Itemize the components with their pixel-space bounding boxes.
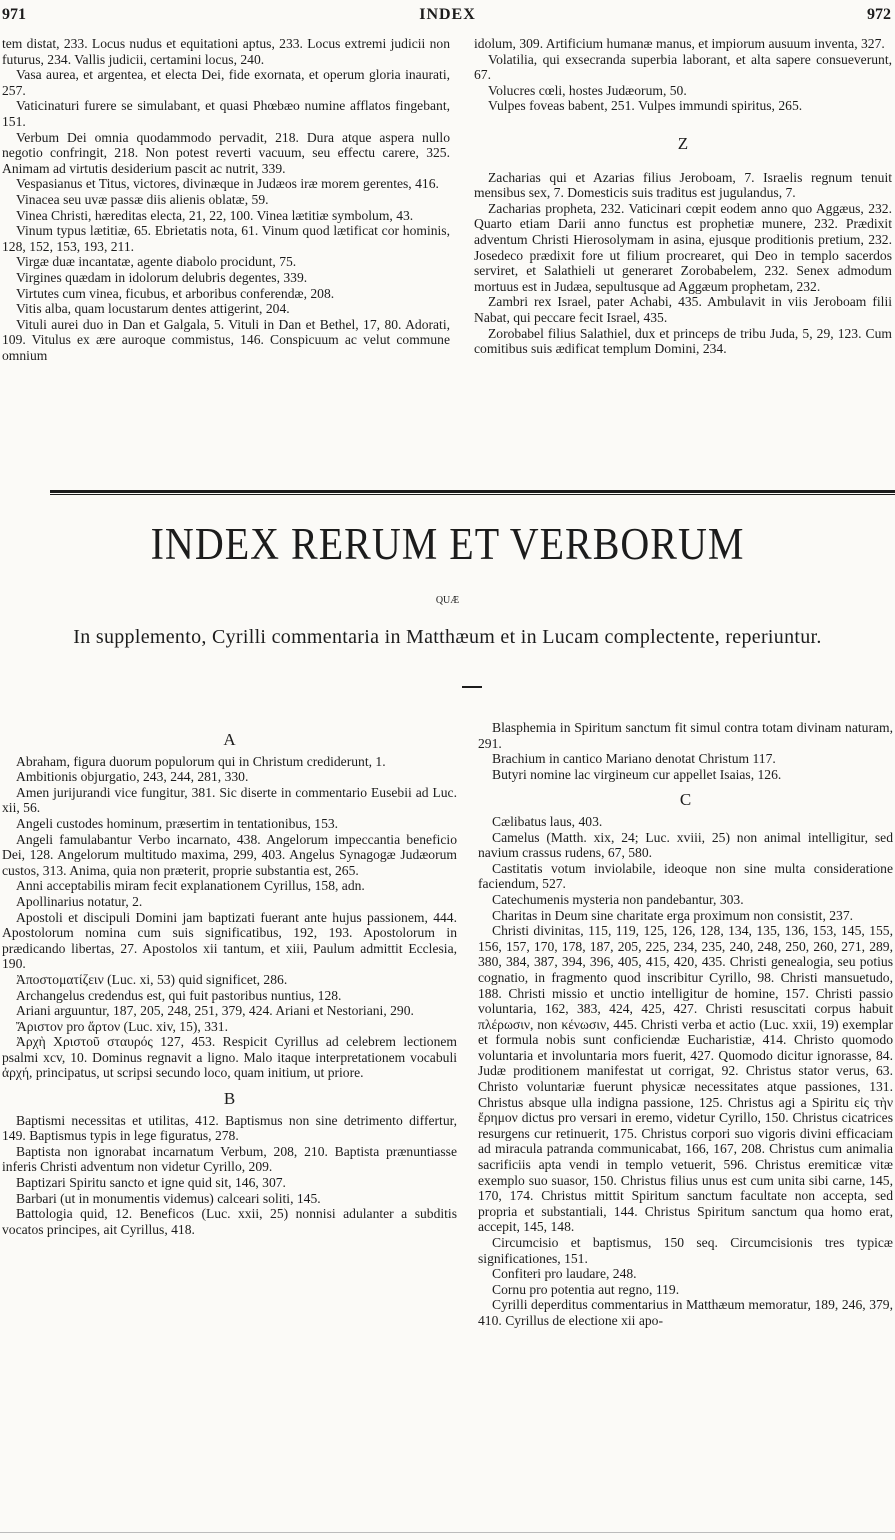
running-title: INDEX (419, 6, 476, 23)
index-entry: Baptismi necessitas et utilitas, 412. Baptismus non sine detrimento differtur, 149. Baptismus typis in lege figuratus, 278. (2, 1112, 457, 1144)
index-entry: Vinea Christi, hæreditas electa, 21, 22, 100. Vinea lætitiæ symbolum, 43. (16, 207, 414, 223)
index-entry: Volatilia, qui exsecranda superbia laborant, et alta sapere consueverunt, 67. (474, 51, 892, 83)
index-entry: Vinacea seu uvæ passæ diis alienis oblatæ, 59. (16, 191, 269, 207)
index-entry: Brachium in cantico Mariano denotat Christum 117. (492, 751, 776, 767)
index-entry: Cyrilli deperditus commentarius in Matthæum memoratur, 189, 246, 379, 410. Cyrillus de electione xii apo- (478, 1297, 893, 1328)
index-entry: Archangelus credendus est, qui fuit pastoribus nuntius, 128. (16, 987, 342, 1003)
index-entry: Barbari (ut in monumentis videmus) calceari soliti, 145. (16, 1190, 321, 1206)
section-divider-thin (50, 494, 895, 495)
section-letter-z: Z (677, 133, 689, 153)
section-letter-b: B (223, 1089, 236, 1109)
index-entry: Cornu pro potentia aut regno, 119. (492, 1281, 680, 1297)
index-entry: Zacharias qui et Azarias filius Jeroboam, 7. Israelis regnum tenuit mensibus sex, 7. Domesticis suis traditus est jugulandus, 7. (474, 169, 892, 201)
top-right-column (474, 36, 892, 357)
index-entry: Confiteri pro laudare, 248. (492, 1266, 637, 1282)
index-entry: Zacharias propheta, 232. Vaticinari cœpit eodem anno quo Aggæus, 232. Quarto etiam Darii anno functus est prophetiæ munere, 232. Prædixit adventum Christi Hierosolymam in asina, ejusque proditionis pretium, 232. Josedeco prædixit fore ut filium procrearet, qui Deo in templo sacerdos serviret, et Salathieli ut generaret Zorobabelem, 232. Senex admodum mortuus est in Judæa, sepultusque ad Aggæum prophetam, 232. (474, 200, 892, 294)
index-entry: Zambri rex Israel, pater Achabi, 435. Ambulavit in viis Jeroboam filii Nabat, qui peccare fecit Israel, 435. (474, 294, 892, 325)
index-entry: Ἀποστοματίζειν (Luc. xi, 53) quid significet, 286. (16, 971, 288, 987)
index-entry: tem distat, 233. Locus nudus et equitationi aptus, 233. Locus extremi judicii non futurus, 234. Vallis judicii, certamini locus, 240. (2, 36, 450, 67)
page-number-left: 971 (2, 6, 26, 23)
bottom-right-column (478, 720, 893, 1329)
index-entry: Ambitionis objurgatio, 243, 244, 281, 330. (16, 769, 249, 785)
index-entry: Virtutes cum vinea, ficubus, et arboribus conferendæ, 208. (16, 285, 335, 301)
index-entry: Vituli aurei duo in Dan et Galgala, 5. Vituli in Dan et Bethel, 17, 80. Adorati, 109. Vitulus ex ære auroque commistus, 146. Conspicuum ac velut commune omnium (2, 316, 450, 363)
index-entry: Baptista non ignorabat incarnatum Verbum, 208, 210. Baptista prænuntiasse inferis Christi adventum non videtur Cyrillo, 209. (2, 1143, 457, 1175)
index-subtitle: In supplemento, Cyrilli commentaria in Matthæum et in Lucam complectente, reperiuntur. (73, 626, 822, 648)
index-entry: Anni acceptabilis miram fecit explanationem Cyrillus, 158, adn. (16, 878, 365, 894)
index-entry: Angeli famulabantur Verbo incarnato, 438. Angelorum impeccantia beneficio Dei, 128. Angelorum multitudo maxima, 299, 403. Angelus Synagogæ Judæorum custos, 313. Anima, quia non præterit, proprie substantia est, 265. (2, 831, 457, 878)
index-entry: Baptizari Spiritu sancto et igne quid sit, 146, 307. (16, 1175, 286, 1191)
index-entry: Butyri nomine lac virgineum cur appellet Isaias, 126. (492, 766, 782, 782)
index-entry: Battologia quid, 12. Beneficos (Luc. xxii, 25) nonnisi adulanter a subditis vocatos principes, ait Cyrillus, 418. (2, 1206, 457, 1237)
index-main-title: INDEX RERUM ET VERBORUM (150, 517, 745, 570)
index-entry: Camelus (Matth. xix, 24; Luc. xviii, 25) non animal intelligitur, sed navium crassus rudens, 67, 580. (478, 829, 893, 861)
index-entry: Angeli custodes hominum, præsertim in tentationibus, 153. (16, 815, 339, 831)
index-entry: Cælibatus laus, 403. (492, 813, 603, 829)
index-entry: Ariani arguuntur, 187, 205, 248, 251, 379, 424. Ariani et Nestoriani, 290. (16, 1003, 414, 1019)
index-entry: Ἀρχὴ Χριστοῦ σταυρός 127, 453. Respicit Cyrillus ad celebrem lectionem psalmi xcv, 10. Dominus regnavit a ligno. Malo itaque interpretationem vocabuli ἀρχή, principatus, ut scripsi secundo loco, quam initium, ut priore. (2, 1034, 457, 1081)
index-quae: QUÆ (435, 595, 460, 606)
title-dash (462, 686, 482, 688)
index-entry: Catechumenis mysteria non pandebantur, 303. (492, 891, 744, 907)
index-entry: Abraham, figura duorum populorum qui in Christum crediderunt, 1. (16, 753, 386, 769)
top-left-column (2, 36, 450, 363)
bottom-left-column (2, 722, 457, 1237)
section-letter-a: A (223, 730, 236, 749)
page-number-right: 972 (867, 6, 891, 23)
index-entry: Vulpes foveas babent, 251. Vulpes immundi spiritus, 265. (488, 98, 803, 114)
index-entry: idolum, 309. Artificium humanæ manus, et impiorum ausuum inventa, 327. (474, 36, 885, 51)
index-entry: Christi divinitas, 115, 119, 125, 126, 128, 134, 135, 136, 153, 145, 155, 156, 157, 170, 178, 187, 205, 225, 234, 235, 240, 248, 250, 260, 271, 289, 380, 384, 387, 394, 396, 405, 415, 420, 435. Christi genealogia, seu potius cognatio, in fragmento quod inscribitur Cyrillo, 98. Christi mansuetudo, 188. Christi missio et unctio intelligitur de homine, 157. Christi passio voluntaria, 162, 383, 424, 425, 427. Christi resuscitati corpus habuit πλέρωσιν, non κένωσιν, 445. Christi verba et actio (Luc. xxii, 19) exemplar et formula nobis sunt conficiendæ Eucharistiæ, 414. Christo quomodo voluntaria et involuntaria mors fuerit, 427. Quomodo dicitur ignorasse, 84. Judæ proditionem manifestat ut corrigat, 92. Christus stator verus, 63. Christo voluntariæ fuerunt physicæ necessitates atque passiones, 131. Christus absque ulla indigna passione, 125. Christus agi a Spiritu εἰς τὴν ἔρημον dictus pro versari in eremo, videtur Cyrillo, 150. Christus cicatrices resurgens cur retinuerit, 175. Christus corpori suo vigoris divini efficaciam ad miracula patranda communicabat, 166, 167, 208. Christus cum animalia sacrificiis apta vendi in templo vetuerit, 596. Christus eremiticæ vitæ exemplo suo suasor, 150. Christus filius unus est cum unita sibi carne, 145, 170, 174. Christus mittit Spiritum sanctum facultate non accepta, sed propria et substantiali, 144. Christus Spiritum sanctum qua homo erat, accepit, 145, 148. (478, 923, 893, 1235)
index-entry: Virgines quædam in idolorum delubris degentes, 339. (16, 269, 308, 285)
index-entry: Blasphemia in Spiritum sanctum fit simul contra totam divinam naturam, 291. (478, 720, 893, 751)
index-entry: Vinum typus lætitiæ, 65. Ebrietatis nota, 61. Vinum quod lætificat cor hominis, 128, 152, 153, 193, 211. (2, 223, 450, 254)
index-entry: Vaticinaturi furere se simulabant, et quasi Phœbæo numine afflatos fingebant, 151. (2, 98, 450, 129)
running-header (0, 6, 895, 28)
index-entry: Vitis alba, quam locustarum dentes attigerint, 204. (16, 301, 290, 317)
index-entry: Virgæ duæ incantatæ, agente diabolo procidunt, 75. (16, 254, 297, 270)
section-letter-c: C (679, 790, 692, 810)
index-entry: Circumcisio et baptismus, 150 seq. Circumcisionis tres typicæ significationes, 151. (478, 1235, 893, 1266)
index-entry: Apostoli et discipuli Domini jam baptizati fuerant ante hujus passionem, 444. Apostolorum nomina cum suis significatibus, 192, 193. Apostolorum in prædicando libertas, 27. Apostolos xii tantum, et xiii, Paulum admittit Ecclesia, 190. (2, 909, 457, 972)
index-entry: Amen jurijurandi vice fungitur, 381. Sic diserte in commentario Eusebii ad Luc. xii, 56. (2, 784, 457, 816)
index-entry: Volucres cœli, hostes Judæorum, 50. (488, 82, 687, 98)
index-entry: Apollinarius notatur, 2. (16, 893, 143, 909)
index-entry: Vespasianus et Titus, victores, divinæque in Judæos iræ morem gerentes, 416. (16, 176, 439, 192)
section-divider-thick (50, 490, 895, 493)
index-entry: Zorobabel filius Salathiel, dux et princeps de tribu Juda, 5, 29, 123. Cum comitibus suis ædificat templum Domini, 234. (474, 325, 892, 357)
page-bottom-edge (0, 1532, 895, 1533)
index-entry: Vasa aurea, et argentea, et electa Dei, fide exornata, et operum gloria inaurati, 257. (2, 67, 450, 98)
index-entry: Charitas in Deum sine charitate erga proximum non consistit, 237. (492, 907, 854, 923)
index-entry: Castitatis votum inviolabile, ideoque non sine multa consideratione faciendum, 527. (478, 860, 893, 892)
index-entry: Ἄριστον pro ἄρτον (Luc. xiv, 15), 331. (16, 1018, 229, 1034)
index-entry: Verbum Dei omnia quodammodo pervadit, 218. Dura atque aspera nullo negotio confringit, 218. Non potest reverti vacuum, seu effectu carere, 325. Animam ad virtutis desiderium pascit ac nutrit, 339. (2, 129, 450, 176)
